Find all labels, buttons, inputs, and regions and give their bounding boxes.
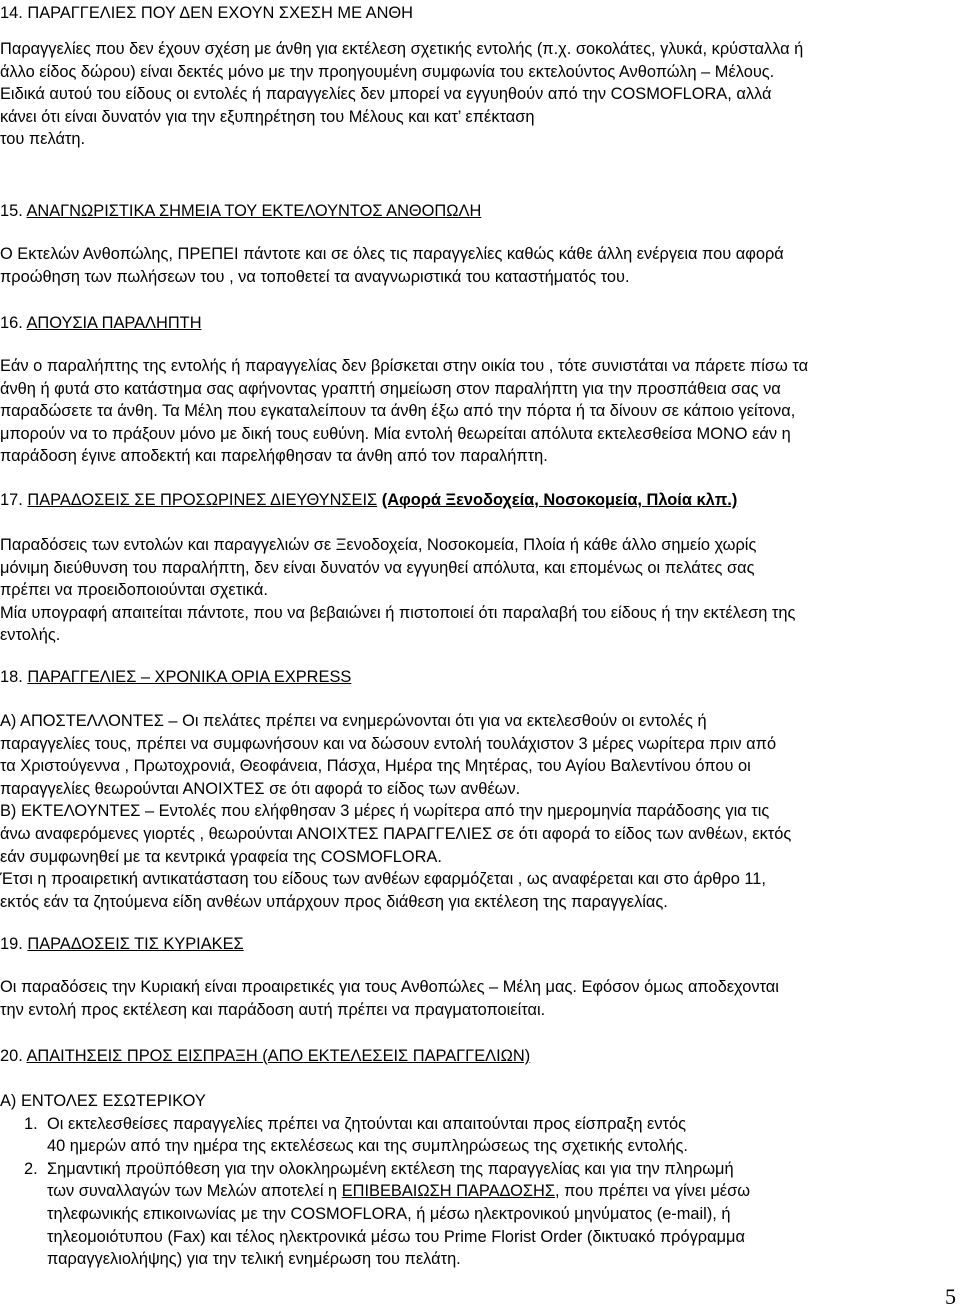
section-17-heading: 17. ΠΑΡΑΔΟΣΕΙΣ ΣΕ ΠΡΟΣΩΡΙΝΕΣ ΔΙΕΥΘΥΝΣΕΙΣ (Αφορά Ξενοδοχεία, Νοσοκομεία, Πλοία κλπ.): [0, 491, 738, 509]
section-20-heading: 20. ΑΠΑΙΤΗΣΕΙΣ ΠΡΟΣ ΕΙΣΠΡΑΞΗ (ΑΠΟ ΕΚΤΕΛΕΣΕΙΣ ΠΑΡΑΓΓΕΛΙΩΝ): [0, 1047, 531, 1065]
section-14-heading: 14. ΠΑΡΑΓΓΕΛΙΕΣ ΠΟΥ ΔΕΝ ΕΧΟΥΝ ΣΧΕΣΗ ΜΕ ΑΝΘΗ: [0, 4, 414, 22]
section-16-body: Εάν ο παραλήπτης της εντολής ή παραγγελίας δεν βρίσκεται στην οικία του , τότε συνιστάται να πάρετε πίσω τα άνθη ή φυτά στο κατάστημα σας αφήνοντας γραπτή σημείωση στον παραλήπτη για την προσπάθεια σας να παραδώσετε τα άνθη. Τα Μέλη που εγκαταλείπουν τα άνθη έξω από την πόρτα ή τα δίνουν σε κάποιο γείτονα, μπορούν να το πράξουν μόνο με δική τους ευθύνη. Μία εντολή θεωρείται απόλυτα εκτελεσθείσα ΜΟΝΟ εάν η παράδοση έγινε αποδεκτή και παρελήφθησαν τα άνθη από τον παραλήπτη.: [0, 357, 809, 466]
section-19: [0, 933, 958, 956]
page-number: 5: [945, 1284, 956, 1309]
section-16: [0, 312, 958, 335]
section-18-body: Α) ΑΠΟΣΤΕΛΛΟΝΤΕΣ – Οι πελάτες πρέπει να ενημερώνονται ότι για να εκτελεσθούν οι εντολές ή παραγγελίες τους, πρέπει να συμφωνήσουν και να δώσουν εντολή τουλάχιστον 3 μέρες νωρίτερα πριν από τα Χριστούγεννα , Πρωτοχρονιά, Θεοφάνεια, Πάσχα, Ημέρα της Μητέρας, του Αγίου Βαλεντίνου όπου οι παραγγελίες θεωρούνται ΑΝΟΙΧΤΕΣ σε ότι αφορά το είδος των ανθέων. Β) ΕΚΤΕΛΟΥΝΤΕΣ – Εντολές που ελήφθησαν 3 μέρες ή νωρίτερα από την ημερομηνία παράδοσης για τις άνω αναφερόμενες γιορτές , θεωρούνται ΑΝΟΙΧΤΕΣ ΠΑΡΑΓΓΕΛΙΕΣ σε ότι αφορά το είδος των ανθέων, εκτός εάν συμφωνηθεί με τα κεντρικά γραφεία της COSMOFLORA. Έτσι η προαιρετική αντικατάσταση του είδους των ανθέων εφαρμόζεται , ως αναφέρεται και στο άρθρο 11, εκτός εάν τα ζητούμενα είδη ανθέων υπάρχουν προς διάθεση για εκτέλεση της παραγγελίας.: [0, 712, 792, 911]
section-20: [0, 1045, 958, 1068]
list-item: 1. Οι εκτελεσθείσες παραγγελίες πρέπει να ζητούνται και απαιτούνται προς είσπραξη εντός 40 ημερών από την ημέρα της εκτελέσεως και της συμπληρώσεως της σχετικής εντολής.: [24, 1114, 688, 1156]
list-item: 2. Σημαντική προϋπόθεση για την ολοκληρωμένη εκτέλεση της παραγγελίας και για την πληρωμή των συναλλαγών των Μελών αποτελεί η ΕΠΙΒΕΒΑΙΩΣΗ ΠΑΡΑΔΟΣΗΣ, που πρέπει να γίνει μέσω τηλεφωνικής επικοινωνίας με την COSMOFLORA, ή μέσω ηλεκτρονικού μηνύματος (e-mail), ή τηλεομοιότυπου (Fax) και τέλος ηλεκτρονικά μέσω του Prime Florist Order (δικτυακό πρόγραμμα παραγγελιολήψης) για την τελική ενημέρωση του πελάτη.: [24, 1159, 750, 1269]
section-20-subheading: Α) ΕΝΤΟΛΕΣ ΕΣΩΤΕΡΙΚΟΥ: [0, 1092, 206, 1110]
delivery-confirmation-term: ΕΠΙΒΕΒΑΙΩΣΗ ΠΑΡΑΔΟΣΗΣ: [341, 1182, 555, 1201]
section-15-body: Ο Εκτελών Ανθοπώλης, ΠΡΕΠΕΙ πάντοτε και σε όλες τις παραγγελίες καθώς κάθε άλλη ενέργεια που αφορά προώθηση των πωλήσεων του , να τοποθετεί τα αναγνωριστικά του καταστήματός του.: [0, 245, 784, 286]
section-18-heading: 18. ΠΑΡΑΓΓΕΛΙΕΣ – ΧΡΟΝΙΚΑ ΟΡΙΑ EXPRESS: [0, 668, 352, 686]
section-14-body: Παραγγελίες που δεν έχουν σχέση με άνθη για εκτέλεση σχετικής εντολής (π.χ. σοκολάτες, γλυκά, κρύσταλλα ή άλλο είδος δώρου) είναι δεκτές μόνο με την προηγουμένη συμφωνία του εκτελούντος Ανθοπώλη – Μέλους. Ειδικά αυτού του είδους οι εντολές ή παραγγελίες δεν μπορεί να εγγυηθούν από την COSMOFLORA, αλλά κάνει ότι είναι δυνατόν για την εξυπηρέτηση του Μέλους και κατ’ επέκταση του πελάτη.: [0, 40, 804, 149]
section-17: [0, 489, 958, 512]
section-15-heading: 15. ΑΝΑΓΝΩΡΙΣΤΙΚΑ ΣΗΜΕΙΑ ΤΟΥ ΕΚΤΕΛΟΥΝΤΟΣ ΑΝΘΟΠΩΛΗ: [0, 202, 482, 220]
section-19-heading: 19. ΠΑΡΑΔΟΣΕΙΣ ΤΙΣ ΚΥΡΙΑΚΕΣ: [0, 935, 244, 953]
section-16-heading: 16. ΑΠΟΥΣΙΑ ΠΑΡΑΛΗΠΤΗ: [0, 314, 202, 332]
section-20-list: [0, 1113, 958, 1271]
section-15: [0, 200, 958, 223]
section-20-body: [0, 1090, 958, 1271]
section-14: [0, 2, 958, 25]
section-18: [0, 666, 958, 689]
section-17-body: Παραδόσεις των εντολών και παραγγελιών σε Ξενοδοχεία, Νοσοκομεία, Πλοία ή κάθε άλλο σημείο χωρίς μόνιμη διεύθυνση του παραλήπτη, δεν είναι δυνατόν να εγγυηθεί απόλυτα, και επομένως οι πελάτες σας πρέπει να προειδοποιούνται σχετικά. Μία υπογραφή απαιτείται πάντοτε, που να βεβαιώνει ή πιστοποιεί ότι παραλαβή του είδους ή την εκτέλεση της εντολής.: [0, 536, 796, 645]
section-19-body: Οι παραδόσεις την Κυριακή είναι προαιρετικές για τους Ανθοπώλες – Μέλη μας. Εφόσον όμως αποδεχονται την εντολή προς εκτέλεση και παράδοση αυτή πρέπει να πραγματοποιείται.: [0, 978, 779, 1019]
